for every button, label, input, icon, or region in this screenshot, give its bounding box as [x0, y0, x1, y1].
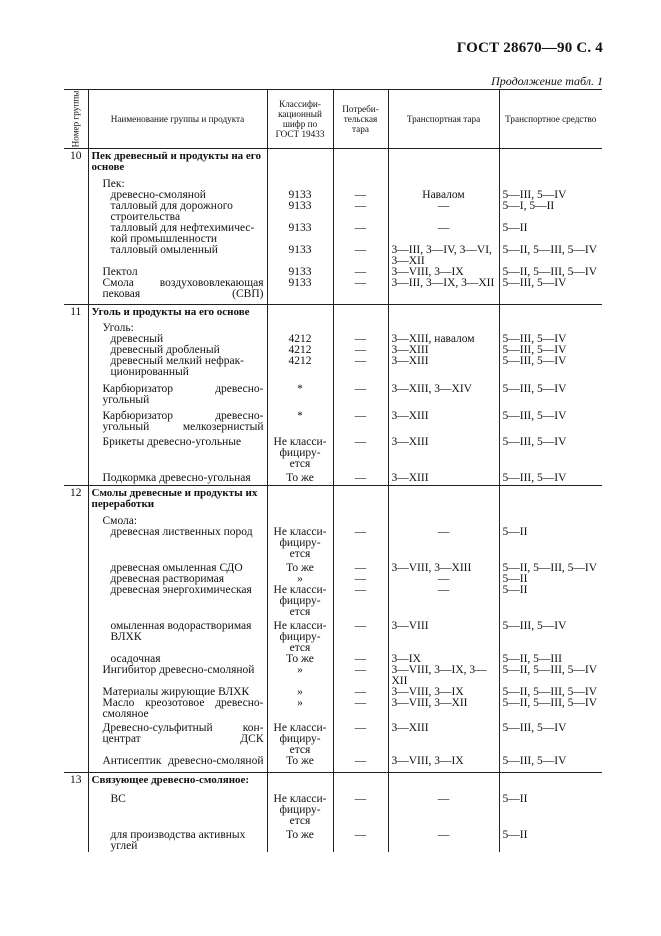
cell-pack: — [388, 830, 499, 852]
cell-consumer: — [333, 223, 388, 245]
table-row [64, 698, 602, 720]
table-row [64, 411, 602, 433]
cell-code: 9133 [267, 190, 333, 201]
table-row [64, 585, 602, 618]
cell-consumer: — [333, 563, 388, 574]
table-row [64, 473, 602, 484]
cell-name: древесно-смоляной [88, 190, 267, 201]
cell-code: 9133 [267, 267, 333, 278]
cell-means: 5—III, 5—IV [499, 411, 602, 433]
table-row [64, 201, 602, 223]
cell-code: 4212 [267, 334, 333, 345]
col-header-transport-pack: Транспортная тара [388, 90, 499, 149]
cell-name: древесная лиственных пород [88, 527, 267, 560]
cell-code: » [267, 665, 333, 687]
cell-consumer: — [333, 334, 388, 345]
cell-name: Уголь и продукты на его основе [88, 304, 267, 318]
cell-means: 5—III, 5—IV [499, 756, 602, 767]
cell-consumer: — [333, 585, 388, 618]
cell-pack: — [388, 201, 499, 223]
cell-code: 4212 [267, 345, 333, 356]
cell-consumer: — [333, 278, 388, 300]
cell-code: * [267, 411, 333, 433]
cell-consumer: — [333, 723, 388, 756]
cell-name: Карбюризатор древесно-угольный мелкозернистый [88, 411, 267, 433]
cell-name: Материалы жирующие ВЛХК [88, 687, 267, 698]
cell-pack: 3—XIII [388, 411, 499, 433]
table-row [64, 756, 602, 767]
cell-consumer: — [333, 665, 388, 687]
cell-name: Пек: [88, 179, 267, 190]
cell-means: 5—II [499, 574, 602, 585]
cell-name: Смолы древесные и продукты их переработки [88, 486, 267, 511]
table-row [64, 437, 602, 470]
cell-name: Смола воздухововлекающая пековая (СВП) [88, 278, 267, 300]
cell-name: древесная энергохимическая [88, 585, 267, 618]
cell-consumer: — [333, 654, 388, 665]
cell-name: Пек древесный и продукты на его основе [88, 149, 267, 174]
cell-code: * [267, 384, 333, 406]
cell-name: древесный дробленый [88, 345, 267, 356]
cell-pack: 3—VIII, 3—XIII [388, 563, 499, 574]
cell-code: То же [267, 563, 333, 574]
cell-means: 5—III, 5—IV [499, 723, 602, 756]
cell-consumer: — [333, 267, 388, 278]
cell-pack: Навалом [388, 190, 499, 201]
table-row [64, 334, 602, 345]
cell-name: Древесно-сульфитный кон-центрат ДСК [88, 723, 267, 756]
cell-name: талловый для дорожного строительства [88, 201, 267, 223]
col-header-name: Наименование группы и продукта [88, 90, 267, 149]
cell-name: древесный [88, 334, 267, 345]
cell-name: Брикеты древесно-угольные [88, 437, 267, 470]
cell-means: 5—III, 5—IV [499, 621, 602, 654]
cell-name: талловый омыленный [88, 245, 267, 267]
table-row [64, 149, 602, 174]
cell-pack: — [388, 794, 499, 827]
cell-means: 5—III, 5—IV [499, 437, 602, 470]
cell-code: Не класси-фициру-ется [267, 527, 333, 560]
table-row [64, 665, 602, 687]
col-header-group-no: Номер группы [64, 90, 88, 149]
cell-pack: 3—VIII, 3—IX [388, 756, 499, 767]
table-row [64, 830, 602, 852]
cell-pack: 3—XIII [388, 723, 499, 756]
cell-pack: 3—VIII, 3—XII [388, 698, 499, 720]
cell-name: древесная омыленная СДО [88, 563, 267, 574]
cell-group: 10 [64, 149, 88, 174]
cell-pack: — [388, 527, 499, 560]
cell-pack: 3—XIII [388, 345, 499, 356]
cell-consumer: — [333, 621, 388, 654]
table-row [64, 323, 602, 334]
cell-name: Масло креозотовое древесно-смоляное [88, 698, 267, 720]
table-row [64, 356, 602, 378]
cell-pack: 3—IX [388, 654, 499, 665]
cell-name: Карбюризатор древесно-угольный [88, 384, 267, 406]
table-row [64, 772, 602, 786]
col-header-consumer: Потреби-тельская тара [333, 90, 388, 149]
cell-means: 5—III, 5—IV [499, 473, 602, 484]
cell-code: То же [267, 830, 333, 852]
cell-code: То же [267, 473, 333, 484]
page-header: ГОСТ 28670—90 С. 4 [456, 40, 603, 56]
cell-name: Антисептик древесно-смоляной [88, 756, 267, 767]
cell-consumer: — [333, 574, 388, 585]
cell-means: 5—III, 5—IV [499, 334, 602, 345]
cell-pack: 3—XIII [388, 356, 499, 378]
cell-consumer: — [333, 201, 388, 223]
cell-pack: — [388, 223, 499, 245]
cell-pack: — [388, 585, 499, 618]
cell-means: 5—II, 5—III, 5—IV [499, 665, 602, 687]
cell-means: 5—II, 5—III, 5—IV [499, 245, 602, 267]
cell-consumer: — [333, 384, 388, 406]
table-row [64, 278, 602, 300]
cell-code: 4212 [267, 356, 333, 378]
cell-name: для производства активных углей [88, 830, 267, 852]
transport-table [64, 89, 602, 852]
cell-means: 5—III, 5—IV [499, 384, 602, 406]
cell-means: 5—II, 5—III, 5—IV [499, 698, 602, 720]
cell-means: 5—II, 5—III, 5—IV [499, 267, 602, 278]
cell-name: древесный мелкий нефрак-ционированный [88, 356, 267, 378]
table-row [64, 384, 602, 406]
cell-means: 5—II [499, 223, 602, 245]
cell-name: Подкормка древесно-угольная [88, 473, 267, 484]
table-row [64, 621, 602, 654]
cell-name: Уголь: [88, 323, 267, 334]
cell-means: 5—III, 5—IV [499, 190, 602, 201]
cell-consumer: — [333, 245, 388, 267]
cell-means: 5—II, 5—III [499, 654, 602, 665]
cell-consumer: — [333, 411, 388, 433]
cell-means: 5—III, 5—IV [499, 356, 602, 378]
cell-means: 5—II, 5—III, 5—IV [499, 563, 602, 574]
cell-pack: 3—III, 3—IV, 3—VI, 3—XII [388, 245, 499, 267]
table-row [64, 223, 602, 245]
table-row [64, 794, 602, 827]
cell-pack: — [388, 574, 499, 585]
cell-pack: 3—III, 3—IX, 3—XII [388, 278, 499, 300]
cell-code: То же [267, 654, 333, 665]
cell-code: Не класси-фициру-ется [267, 585, 333, 618]
cell-means: 5—II [499, 585, 602, 618]
cell-group: 11 [64, 304, 88, 318]
cell-code: Не класси-фициру-ется [267, 437, 333, 470]
cell-name: Связующее древесно-смоляное: [88, 772, 267, 786]
cell-group: 13 [64, 772, 88, 786]
cell-code: 9133 [267, 245, 333, 267]
cell-consumer: — [333, 687, 388, 698]
cell-code: Не класси-фициру-ется [267, 794, 333, 827]
cell-code: Не класси-фициру-ется [267, 723, 333, 756]
cell-name: ВС [88, 794, 267, 827]
cell-means: 5—II, 5—III, 5—IV [499, 687, 602, 698]
cell-name: Пектол [88, 267, 267, 278]
cell-code: 9133 [267, 223, 333, 245]
cell-consumer: — [333, 756, 388, 767]
cell-code: » [267, 698, 333, 720]
cell-consumer: — [333, 830, 388, 852]
cell-pack: 3—XIII [388, 473, 499, 484]
cell-code: То же [267, 756, 333, 767]
cell-code: 9133 [267, 278, 333, 300]
cell-consumer: — [333, 437, 388, 470]
cell-means: 5—II [499, 830, 602, 852]
cell-name: омыленная водорастворимая ВЛХК [88, 621, 267, 654]
cell-consumer: — [333, 698, 388, 720]
cell-code: » [267, 574, 333, 585]
cell-code: Не класси-фициру-ется [267, 621, 333, 654]
cell-means: 5—I, 5—II [499, 201, 602, 223]
col-header-transport-means: Транспортное средство [499, 90, 602, 149]
cell-consumer: — [333, 794, 388, 827]
table-row [64, 527, 602, 560]
table-row [64, 486, 602, 511]
cell-consumer: — [333, 527, 388, 560]
cell-consumer: — [333, 345, 388, 356]
cell-code: » [267, 687, 333, 698]
cell-consumer: — [333, 190, 388, 201]
cell-means: 5—III, 5—IV [499, 278, 602, 300]
table-continuation-label: Продолжение табл. 1 [491, 74, 603, 88]
cell-pack: 3—VIII [388, 621, 499, 654]
cell-pack: 3—XIII [388, 437, 499, 470]
table-row [64, 304, 602, 318]
cell-code: 9133 [267, 201, 333, 223]
cell-group: 12 [64, 486, 88, 511]
cell-consumer: — [333, 356, 388, 378]
table-row [64, 245, 602, 267]
table-row [64, 723, 602, 756]
cell-means: 5—III, 5—IV [499, 345, 602, 356]
cell-name: Смола: [88, 516, 267, 527]
col-header-code: Классифи-кационный шифр по ГОСТ 19433 [267, 90, 333, 149]
table-row [64, 345, 602, 356]
cell-pack: 3—VIII, 3—IX, 3—XII [388, 665, 499, 687]
cell-pack: 3—XIII, навалом [388, 334, 499, 345]
cell-means: 5—II [499, 527, 602, 560]
cell-name: талловый для нефтехимичес-кой промышленности [88, 223, 267, 245]
cell-name: древесная растворимая [88, 574, 267, 585]
cell-name: осадочная [88, 654, 267, 665]
cell-consumer: — [333, 473, 388, 484]
cell-pack: 3—XIII, 3—XIV [388, 384, 499, 406]
cell-name: Ингибитор древесно-смоляной [88, 665, 267, 687]
cell-pack: 3—VIII, 3—IX [388, 687, 499, 698]
cell-means: 5—II [499, 794, 602, 827]
cell-pack: 3—VIII, 3—IX [388, 267, 499, 278]
